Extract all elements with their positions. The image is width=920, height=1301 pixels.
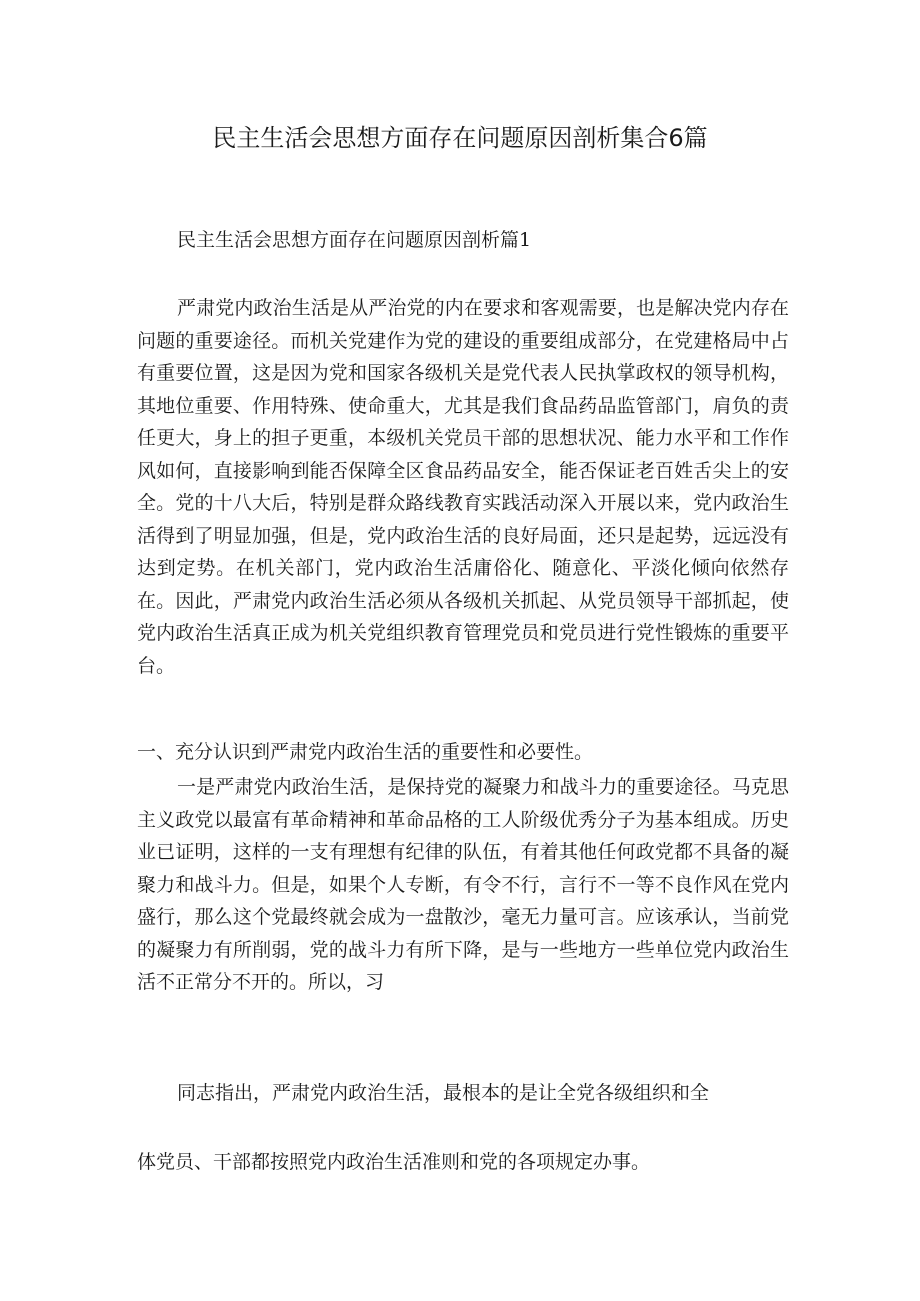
paragraph-4: 体党员、干部都按照党内政治生活准则和党的各项规定办事。 (137, 1151, 651, 1173)
paragraph-2: 一是严肃党内政治生活，是保持党的凝聚力和战斗力的重要途径。马克思主义政党以最富有革命精神和革命品格的工人阶级优秀分子为基本组成。历史业已证明，这样的一支有理想有纪律的队伍，有着其他任何政党都不具备的凝聚力和战斗力。但是，如果个人专断，有令不行，言行不一等不良作风在党内盛行，那么这个党最终就会成为一盘散沙，毫无力量可言。应该承认，当前党的凝聚力有所削弱，党的战斗力有所下降，是与一些地方一些单位党内政治生活不正常分不开的。所以，习 (137, 776, 789, 993)
document-title: 民主生活会思想方面存在问题原因剖析集合6篇 (212, 124, 708, 152)
paragraph-1: 严肃党内政治生活是从严治党的内在要求和客观需要，也是解决党内存在问题的重要途径。而机关党建作为党的建设的重要组成部分，在党建格局中占有重要位置，这是因为党和国家各级机关是党代表人民执掌政权的领导机构，其地位重要、作用特殊、使命重大，尤其是我们食品药品监管部门，肩负的责任更大，身上的担子更重，本级机关党员干部的思想状况、能力水平和工作作风如何，直接影响到能否保障全区食品药品安全，能否保证老百姓舌尖上的安全。党的十八大后，特别是群众路线教育实践活动深入开展以来，党内政治生活得到了明显加强，但是，党内政治生活的良好局面，还只是起势，远远没有达到定势。在机关部门，党内政治生活庸俗化、随意化、平淡化倾向依然存在。因此，严肃党内政治生活必须从各级机关抓起、从党员领导干部抓起，使党内政治生活真正成为机关党组织教育管理党员和党员进行党性锻炼的重要平台。 (137, 297, 789, 677)
paragraph-3: 同志指出，严肃党内政治生活，最根本的是让全党各级组织和全 (177, 1082, 710, 1104)
section-title: 民主生活会思想方面存在问题原因剖析篇1 (177, 229, 532, 251)
section-heading-1: 一、充分认识到严肃党内政治生活的重要性和必要性。 (137, 741, 594, 763)
